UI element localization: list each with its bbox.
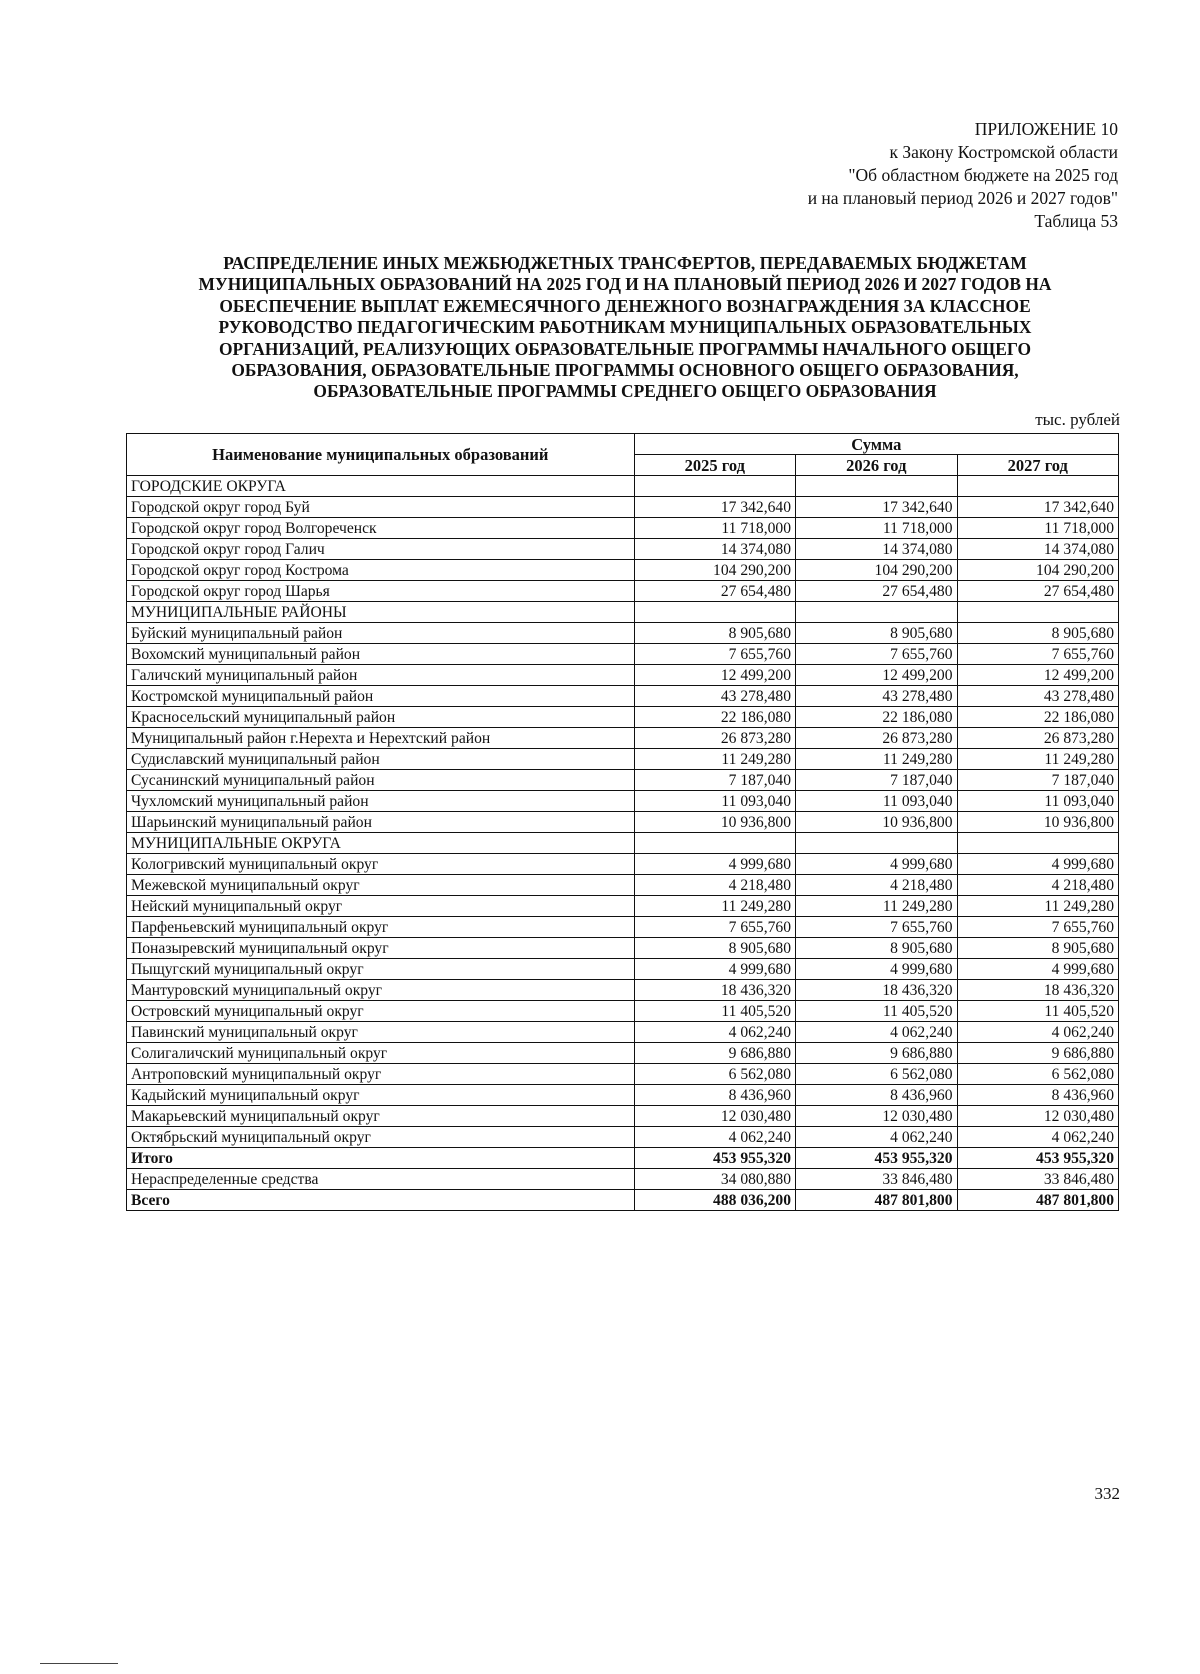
page-number: 332	[1094, 1484, 1120, 1503]
value-2027: 7 655,760	[957, 644, 1119, 665]
table-body	[127, 476, 1119, 1211]
value-2025: 11 249,280	[634, 896, 795, 917]
table-row	[127, 560, 1119, 581]
value-2027: 9 686,880	[957, 1043, 1119, 1064]
value-2025: 11 093,040	[634, 791, 795, 812]
table-row	[127, 875, 1119, 896]
value-2026: 12 030,480	[796, 1106, 957, 1127]
value-2027: 11 249,280	[957, 896, 1119, 917]
value-2027: 4 062,240	[957, 1127, 1119, 1148]
value-2025: 22 186,080	[634, 707, 795, 728]
section-row	[127, 602, 1119, 623]
value-2025: 4 218,480	[634, 875, 795, 896]
value-2026: 8 905,680	[796, 938, 957, 959]
scan-mark-line	[40, 1663, 118, 1664]
value-2025: 4 062,240	[634, 1022, 795, 1043]
value-2027: 10 936,800	[957, 812, 1119, 833]
value-2025: 11 718,000	[634, 518, 795, 539]
row-name: Пыщугский муниципальный округ	[127, 959, 635, 980]
value-2025: 4 999,680	[634, 854, 795, 875]
value-2027: 22 186,080	[957, 707, 1119, 728]
budget-table	[126, 433, 1119, 1211]
value-2026: 11 718,000	[796, 518, 957, 539]
value-2026: 453 955,320	[796, 1148, 957, 1169]
table-row	[127, 770, 1119, 791]
row-name: Городской округ город Буй	[127, 497, 635, 518]
row-name: Итого	[127, 1148, 635, 1169]
appendix-line: к Закону Костромской области	[889, 142, 1118, 162]
value-2027	[957, 476, 1119, 497]
value-2027: 104 290,200	[957, 560, 1119, 581]
value-2025: 34 080,880	[634, 1169, 795, 1190]
row-name: Всего	[127, 1190, 635, 1211]
value-2027: 33 846,480	[957, 1169, 1119, 1190]
table-row	[127, 707, 1119, 728]
value-2027: 26 873,280	[957, 728, 1119, 749]
value-2025: 7 187,040	[634, 770, 795, 791]
table-row	[127, 1001, 1119, 1022]
value-2027: 17 342,640	[957, 497, 1119, 518]
row-name: Мантуровский муниципальный округ	[127, 980, 635, 1001]
value-2025: 4 062,240	[634, 1127, 795, 1148]
table-row	[127, 896, 1119, 917]
value-2026: 4 999,680	[796, 854, 957, 875]
title-line: РУКОВОДСТВО ПЕДАГОГИЧЕСКИМ РАБОТНИКАМ МУНИЦИПАЛЬНЫХ ОБРАЗОВАТЕЛЬНЫХ	[218, 317, 1032, 338]
value-2027: 27 654,480	[957, 581, 1119, 602]
row-name: ГОРОДСКИЕ ОКРУГА	[127, 476, 635, 497]
row-name: Кадыйский муниципальный округ	[127, 1085, 635, 1106]
row-name: Антроповский муниципальный округ	[127, 1064, 635, 1085]
section-row	[127, 833, 1119, 854]
row-name: Парфеньевский муниципальный округ	[127, 917, 635, 938]
header-name: Наименование муниципальных образований	[127, 434, 635, 476]
row-name: Октябрьский муниципальный округ	[127, 1127, 635, 1148]
value-2026: 27 654,480	[796, 581, 957, 602]
value-2026: 9 686,880	[796, 1043, 957, 1064]
value-2027: 4 999,680	[957, 854, 1119, 875]
value-2026: 14 374,080	[796, 539, 957, 560]
value-2025: 11 405,520	[634, 1001, 795, 1022]
row-name: Красносельский муниципальный район	[127, 707, 635, 728]
row-name: Городской округ город Галич	[127, 539, 635, 560]
value-2026: 7 187,040	[796, 770, 957, 791]
value-2026: 8 436,960	[796, 1085, 957, 1106]
value-2026: 11 405,520	[796, 1001, 957, 1022]
units-label: тыс. рублей	[1035, 410, 1120, 429]
row-name: МУНИЦИПАЛЬНЫЕ РАЙОНЫ	[127, 602, 635, 623]
table-row	[127, 1043, 1119, 1064]
value-2026: 12 499,200	[796, 665, 957, 686]
row-name: Буйский муниципальный район	[127, 623, 635, 644]
title-line: ОБРАЗОВАНИЯ, ОБРАЗОВАТЕЛЬНЫЕ ПРОГРАММЫ ОСНОВНОГО ОБЩЕГО ОБРАЗОВАНИЯ,	[231, 360, 1019, 381]
row-name: Солигаличский муниципальный округ	[127, 1043, 635, 1064]
value-2027: 8 905,680	[957, 938, 1119, 959]
value-2027: 8 436,960	[957, 1085, 1119, 1106]
table-row	[127, 917, 1119, 938]
title-line: РАСПРЕДЕЛЕНИЕ ИНЫХ МЕЖБЮДЖЕТНЫХ ТРАНСФЕРТОВ, ПЕРЕДАВАЕМЫХ БЮДЖЕТАМ	[223, 253, 1027, 273]
table-row	[127, 497, 1119, 518]
value-2026: 104 290,200	[796, 560, 957, 581]
value-2025: 7 655,760	[634, 917, 795, 938]
row-name: Вохомский муниципальный район	[127, 644, 635, 665]
row-name: Галичский муниципальный район	[127, 665, 635, 686]
value-2025: 11 249,280	[634, 749, 795, 770]
value-2026: 4 218,480	[796, 875, 957, 896]
value-2025: 12 030,480	[634, 1106, 795, 1127]
value-2027	[957, 602, 1119, 623]
table-row	[127, 1085, 1119, 1106]
value-2027: 11 093,040	[957, 791, 1119, 812]
total-row	[127, 1148, 1119, 1169]
row-name: Межевской муниципальный округ	[127, 875, 635, 896]
value-2026	[796, 476, 957, 497]
header-sum: Сумма	[634, 434, 1118, 455]
value-2025: 17 342,640	[634, 497, 795, 518]
value-2027: 7 655,760	[957, 917, 1119, 938]
value-2026: 4 999,680	[796, 959, 957, 980]
value-2025: 8 905,680	[634, 623, 795, 644]
table-row	[127, 581, 1119, 602]
appendix-header	[808, 118, 1118, 233]
value-2027: 12 499,200	[957, 665, 1119, 686]
appendix-line: Таблица 53	[1034, 211, 1118, 231]
value-2026: 26 873,280	[796, 728, 957, 749]
value-2027: 11 249,280	[957, 749, 1119, 770]
value-2025	[634, 602, 795, 623]
value-2025: 104 290,200	[634, 560, 795, 581]
row-name: Островский муниципальный округ	[127, 1001, 635, 1022]
value-2025: 26 873,280	[634, 728, 795, 749]
table-row	[127, 1064, 1119, 1085]
header-year-2025: 2025 год	[634, 455, 795, 476]
table-row	[127, 1022, 1119, 1043]
table-row	[127, 1169, 1119, 1190]
value-2027: 6 562,080	[957, 1064, 1119, 1085]
value-2026: 11 093,040	[796, 791, 957, 812]
table-row	[127, 518, 1119, 539]
value-2026: 43 278,480	[796, 686, 957, 707]
value-2027: 4 218,480	[957, 875, 1119, 896]
value-2025: 43 278,480	[634, 686, 795, 707]
value-2026: 33 846,480	[796, 1169, 957, 1190]
row-name: Макарьевский муниципальный округ	[127, 1106, 635, 1127]
header-year-2027: 2027 год	[957, 455, 1119, 476]
value-2025: 9 686,880	[634, 1043, 795, 1064]
value-2025: 18 436,320	[634, 980, 795, 1001]
row-name: Поназыревский муниципальный округ	[127, 938, 635, 959]
value-2026: 22 186,080	[796, 707, 957, 728]
value-2026: 17 342,640	[796, 497, 957, 518]
value-2025: 8 436,960	[634, 1085, 795, 1106]
value-2026: 487 801,800	[796, 1190, 957, 1211]
value-2027: 11 718,000	[957, 518, 1119, 539]
row-name: Городской округ город Волгореченск	[127, 518, 635, 539]
value-2026: 8 905,680	[796, 623, 957, 644]
row-name: Судиславский муниципальный район	[127, 749, 635, 770]
row-name: Нераспределенные средства	[127, 1169, 635, 1190]
row-name: Городской округ город Кострома	[127, 560, 635, 581]
table-row	[127, 539, 1119, 560]
table-row	[127, 812, 1119, 833]
value-2026: 4 062,240	[796, 1022, 957, 1043]
value-2025	[634, 476, 795, 497]
table-row	[127, 1106, 1119, 1127]
table-row	[127, 980, 1119, 1001]
title-line: МУНИЦИПАЛЬНЫХ ОБРАЗОВАНИЙ НА 2025 ГОД И НА ПЛАНОВЫЙ ПЕРИОД 2026 И 2027 ГОДОВ НА	[198, 274, 1052, 295]
title-line: ОБРАЗОВАТЕЛЬНЫЕ ПРОГРАММЫ СРЕДНЕГО ОБЩЕГО ОБРАЗОВАНИЯ	[313, 381, 937, 402]
value-2027: 14 374,080	[957, 539, 1119, 560]
title-line: ОРГАНИЗАЦИЙ, РЕАЛИЗУЮЩИХ ОБРАЗОВАТЕЛЬНЫЕ ПРОГРАММЫ НАЧАЛЬНОГО ОБЩЕГО	[218, 338, 1032, 359]
value-2025: 12 499,200	[634, 665, 795, 686]
appendix-line: ПРИЛОЖЕНИЕ 10	[974, 119, 1118, 139]
table-row	[127, 791, 1119, 812]
row-name: Павинский муниципальный округ	[127, 1022, 635, 1043]
value-2027: 4 999,680	[957, 959, 1119, 980]
table-row	[127, 959, 1119, 980]
value-2027: 11 405,520	[957, 1001, 1119, 1022]
table-row	[127, 623, 1119, 644]
row-name: Кологривский муниципальный округ	[127, 854, 635, 875]
title-line: ОБЕСПЕЧЕНИЕ ВЫПЛАТ ЕЖЕМЕСЯЧНОГО ДЕНЕЖНОГО ВОЗНАГРАЖДЕНИЯ ЗА КЛАССНОЕ	[219, 295, 1031, 316]
value-2025: 7 655,760	[634, 644, 795, 665]
appendix-line: "Об областном бюджете на 2025 год	[848, 165, 1118, 185]
row-name: Муниципальный район г.Нерехта и Нерехтский район	[127, 728, 635, 749]
row-name: Чухломский муниципальный район	[127, 791, 635, 812]
value-2026: 7 655,760	[796, 644, 957, 665]
total-row	[127, 1190, 1119, 1211]
value-2025: 14 374,080	[634, 539, 795, 560]
table-header	[127, 434, 1119, 476]
value-2025: 8 905,680	[634, 938, 795, 959]
row-name: МУНИЦИПАЛЬНЫЕ ОКРУГА	[127, 833, 635, 854]
table-row	[127, 938, 1119, 959]
document-title	[130, 253, 1120, 403]
row-name: Костромской муниципальный район	[127, 686, 635, 707]
row-name: Нейский муниципальный округ	[127, 896, 635, 917]
value-2026: 11 249,280	[796, 749, 957, 770]
row-name: Шарьинский муниципальный район	[127, 812, 635, 833]
value-2026: 10 936,800	[796, 812, 957, 833]
value-2026: 6 562,080	[796, 1064, 957, 1085]
appendix-line: и на плановый период 2026 и 2027 годов"	[807, 188, 1118, 208]
value-2026	[796, 833, 957, 854]
value-2025: 6 562,080	[634, 1064, 795, 1085]
value-2027: 7 187,040	[957, 770, 1119, 791]
value-2025: 10 936,800	[634, 812, 795, 833]
value-2027: 4 062,240	[957, 1022, 1119, 1043]
value-2026: 18 436,320	[796, 980, 957, 1001]
value-2027	[957, 833, 1119, 854]
table-row	[127, 1127, 1119, 1148]
value-2027: 18 436,320	[957, 980, 1119, 1001]
value-2025: 453 955,320	[634, 1148, 795, 1169]
value-2027: 487 801,800	[957, 1190, 1119, 1211]
value-2026: 4 062,240	[796, 1127, 957, 1148]
value-2025: 27 654,480	[634, 581, 795, 602]
value-2027: 43 278,480	[957, 686, 1119, 707]
table-row	[127, 728, 1119, 749]
value-2026	[796, 602, 957, 623]
value-2026: 11 249,280	[796, 896, 957, 917]
table-row	[127, 644, 1119, 665]
value-2025: 488 036,200	[634, 1190, 795, 1211]
row-name: Городской округ город Шарья	[127, 581, 635, 602]
table-row	[127, 749, 1119, 770]
table-row	[127, 686, 1119, 707]
value-2027: 8 905,680	[957, 623, 1119, 644]
value-2025	[634, 833, 795, 854]
value-2027: 12 030,480	[957, 1106, 1119, 1127]
value-2027: 453 955,320	[957, 1148, 1119, 1169]
row-name: Сусанинский муниципальный район	[127, 770, 635, 791]
table-row	[127, 665, 1119, 686]
table-row	[127, 854, 1119, 875]
value-2026: 7 655,760	[796, 917, 957, 938]
section-row	[127, 476, 1119, 497]
value-2025: 4 999,680	[634, 959, 795, 980]
header-year-2026: 2026 год	[796, 455, 957, 476]
